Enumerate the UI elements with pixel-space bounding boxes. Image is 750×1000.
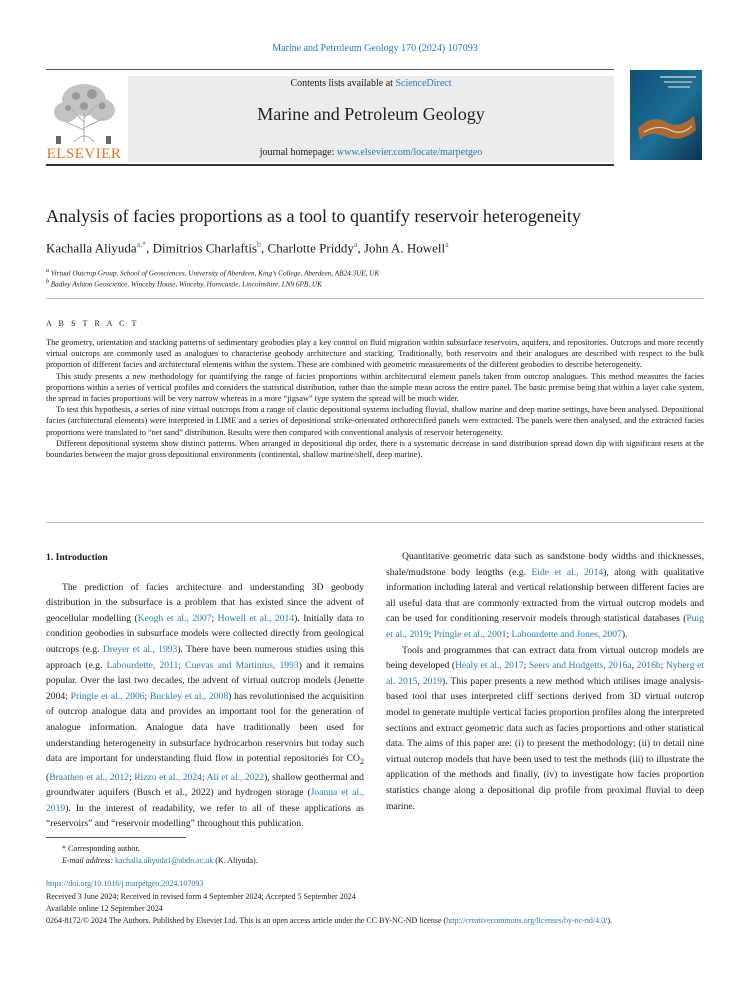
citation-link[interactable]: Joanna et al., 2019 — [46, 787, 364, 814]
text-run: ). There have been numerous studies using this approach (e.g. — [46, 643, 365, 671]
citation-link[interactable]: 2016b — [636, 660, 661, 672]
received-dates: Received 3 June 2024; Received in revised form 4 September 2024; Accepted 5 September 2024 — [46, 892, 356, 901]
doi-link: https://doi.org/10.1016/j.marpetgeo.2024.107093 — [46, 879, 204, 888]
text-run: ; — [178, 659, 186, 671]
affiliation-a: $^a$ Virtual Outcrop Group, School of Geosciences, University of Aberdeen, King’s College, Aberdeen, AB24 3UE, UK — [46, 268, 380, 278]
author-affiliation-marker[interactable]: a — [353, 240, 358, 249]
citation-link[interactable]: Pringle et al., 2001 — [433, 628, 507, 640]
citation-link[interactable]: Rizzo et al., 2024 — [134, 771, 202, 783]
journal-title[interactable]: Marine and Petroleum Geology — [257, 104, 485, 124]
license-statement: 0264-8172/© 2024 The Authors. Published by Elsevier Ltd. This is an open access article under the CC BY-NC-ND license (http://creativecommons.org/licenses/by-nc-nd/4.0/). — [46, 916, 612, 925]
text-run: The prediction of facies architecture and understanding 3D geobody distribution in the subsurface is a problem that has existed since the advent of geocellular modelling ( — [46, 581, 364, 624]
header-top-rule — [46, 69, 614, 70]
sciencedirect-link[interactable]: ScienceDirect — [395, 78, 452, 89]
author-list: Kachalla Aliyuda$^{a,*}$, Dimitrios Charlaftis$^b$, Charlotte Priddy$^a$, John A. Howell$^a$ — [46, 240, 449, 256]
email-note: E-mail address: kachalla.aliyuda1@abdn.ac.uk (K. Aliyuda). — [62, 856, 258, 865]
citation-link[interactable]: Labourdette, 2011 — [106, 659, 179, 671]
citation-link[interactable]: 2019 — [422, 675, 443, 687]
text-run: ; — [428, 628, 434, 640]
text-run: ) and it remains popular. Over the last two decades, the advent of virtual outcrop models (Jenette 2004; — [46, 659, 364, 702]
corresponding-author-note: * Corresponding author. — [62, 844, 140, 853]
intro-right-column — [386, 549, 704, 814]
abstract-body — [46, 337, 704, 460]
citation-link[interactable]: Howell et al., 2014 — [217, 612, 295, 624]
text-run: ; — [129, 771, 135, 783]
intro-left-column — [46, 550, 364, 832]
contents-line: Contents lists available at ScienceDirect — [290, 78, 452, 89]
abstract-label: A B S T R A C T — [46, 319, 140, 328]
intro-paragraph — [46, 580, 364, 832]
text-run: ( — [46, 771, 50, 783]
author-affiliation-marker[interactable]: b — [257, 240, 262, 249]
author-affiliation-marker[interactable]: a — [445, 240, 449, 249]
author-name[interactable]: Charlotte Priddy — [267, 240, 354, 256]
elsevier-wordmark: ELSEVIER — [46, 146, 122, 162]
text-run: ; — [523, 660, 529, 672]
text-run: Tools and programmes that can extract data from virtual outcrop models are being developed ( — [386, 644, 704, 672]
abstract-paragraph: This study presents a new methodology for quantifying the range of facies proportions within architectural element panels taken from outcrop analogues. This method measures the facies proportions within a series of vertical profiles and considers the statistical distribution, rather than the simple mean across the entire panel. The basic premise being that within a layer cake system, the spread in facies proportions will be very narrow whereas in a more “jigsaw” type system the spread will be much wider. — [46, 371, 704, 404]
citation-link[interactable]: Buckley et al., 2008 — [150, 690, 229, 702]
text-run: ). — [621, 628, 628, 640]
text-run: ) has revolutionised the acquisition of outcrop analogue data and provides an important tool for the generation of analogue information. Analogue data have traditionally been used for understanding heterogeneity in subsurface hydrocarbon reservoirs but today such data are important for understanding fluid flow in potential repositories for CO — [46, 690, 364, 765]
section-heading-introduction: 1. Introduction — [46, 552, 108, 563]
citation-link[interactable]: Braathen et al., 2012 — [49, 771, 130, 783]
author-name[interactable]: Kachalla Aliyuda — [46, 240, 137, 256]
citation-link[interactable]: Labourdette and Jones, 2007 — [511, 628, 622, 640]
citation-link[interactable]: Seers and Hodgetts, 2016a — [528, 660, 632, 672]
intro-paragraph — [386, 643, 704, 815]
abstract-paragraph: To test this hypothesis, a series of nine virtual outcrops from a range of clastic depositional systems including fluvial, shallow marine and deep marine settings, have been analysed. Depositional facies (architectural elements) were interpreted in LIME and a series of depositional strike-orientated orthorectified panels were extracted. The panels were then analysed, and the extracted facies proportions were translated to “net sand” distribution. Results were then compared with conventional analysis of reservoir heterogeneity. — [46, 405, 704, 437]
intro-left-paragraphs — [46, 580, 364, 832]
text-run: ). Initially data to condition geobodies in subsurface models were collected directly from geological outcrops (e.g. — [46, 612, 364, 655]
author-affiliation-marker[interactable]: a,* — [136, 240, 147, 249]
text-run: ; — [144, 690, 150, 702]
header-bottom-rule — [46, 164, 614, 166]
divider — [46, 522, 704, 523]
journal-homepage-line: journal homepage: www.elsevier.com/locate/marpetgeo — [259, 147, 483, 158]
citation-link[interactable]: Pringle et al., 2006 — [70, 690, 145, 702]
text-run: ; — [201, 771, 207, 783]
text-run: ), along with qualitative information including lateral and vertical relationship between different facies are all useful data that are commonly extracted from the virtual outcrop models and can be used for conditioning reservoir models through statistical databases ( — [386, 566, 705, 625]
citation-line[interactable]: Marine and Petroleum Geology 170 (2024) 107093 — [272, 43, 478, 54]
citation-link[interactable]: Cuevas and Martinius, 1993 — [185, 659, 299, 671]
journal-homepage-link[interactable]: www.elsevier.com/locate/marpetgeo — [336, 147, 483, 158]
abstract-paragraph: The geometry, orientation and stacking patterns of sedimentary geobodies play a key control on fluid migration within subsurface reservoirs, aquifers, and repositories. Outcrops and more recently virtual outcrops are commonly used as analogues to characterise geobody architecture and stacking. Traditionally, both reservoirs and their analogues are described with respect to the bulk proportion of different facies and architectural elements within the system. These are combined with geometric measurements of the different geobodies to describe heterogeneity. — [46, 338, 704, 370]
citation-link[interactable]: Nyberg et al. 2015 — [386, 660, 705, 687]
journal-cover-thumbnail[interactable] — [630, 70, 702, 160]
citation-link[interactable]: Puig et al., 2019 — [386, 613, 704, 640]
divider — [46, 298, 704, 299]
citation-link[interactable]: Healy et al., 2017 — [455, 660, 524, 672]
license-link[interactable]: http://creativecommons.org/licenses/by-nc-nd/4.0/ — [446, 916, 608, 925]
text-run: ). In the interest of readability, we refer to all of these applications as “reservoirs” and “reservoir modelling” throughout this publication. — [46, 802, 364, 830]
text-run: ; — [660, 660, 666, 672]
footnote-rule — [46, 837, 186, 838]
citation-link[interactable]: Ali et al., 2022 — [206, 771, 265, 783]
text-run: ), shallow geothermal and groundwater aquifers (Busch et al., 2022) and hydrogen storage ( — [46, 771, 364, 799]
citation-link[interactable]: Dreyer et al., 1993 — [102, 643, 178, 655]
text-run: ; — [506, 628, 512, 640]
text-run: ; — [211, 612, 218, 624]
text-run: , — [631, 660, 637, 672]
affiliation-b: $^b$ Badley Ashton Geoscience, Winceby House, Winceby, Horncastle, Lincolnshire, LN9 6PB, UK — [46, 279, 322, 289]
available-online: Available online 12 September 2024 — [46, 904, 163, 913]
author-name[interactable]: Dimitrios Charlaftis — [152, 240, 258, 256]
text-run: ). This paper presents a new method which utilises image analysis-based tool that uses interpreted cliff sections derived from 3D virtual outcrop model to generate multiple vertical facies proportion profiles along the interpreted sections and extract geometric data such as facies proportions and other statistical data. The aims of this paper are: (i) to present the methodology; (ii) to detail nine virtual outcrop models that have been used to test the methods (iii) to illustrate the application of the methods and finally, (iv) to investigate how facies proportion statistics change along a depositional dip profile from proximal fluvial to deep marine. — [386, 675, 704, 812]
abstract-paragraph: Different depositional systems show distinct patterns. When arranged in depositional dip order, there is a systematic decrease in sand distribution spread down dip with significant resets at the boundaries between the major gross depositional environments (continental, shallow marine/shelf, deep marine). — [46, 438, 704, 460]
author-email-link[interactable]: kachalla.aliyuda1@abdn.ac.uk — [115, 856, 214, 865]
text-run: Quantitative geometric data such as sandstone body widths and thicknesses, shale/mudstone body lengths (e.g. — [386, 551, 704, 578]
author-name[interactable]: John A. Howell — [363, 240, 446, 256]
text-run: , — [417, 675, 423, 687]
article-title: Analysis of facies proportions as a tool to quantify reservoir heterogeneity — [46, 206, 581, 226]
intro-right-paragraphs — [386, 549, 704, 814]
intro-paragraph — [386, 549, 704, 643]
citation-link[interactable]: Keogh et al., 2007 — [137, 612, 212, 624]
subscript: 2 — [360, 757, 364, 767]
citation-link[interactable]: Eide et al., 2014 — [531, 566, 604, 578]
journal-header-box — [128, 76, 614, 162]
